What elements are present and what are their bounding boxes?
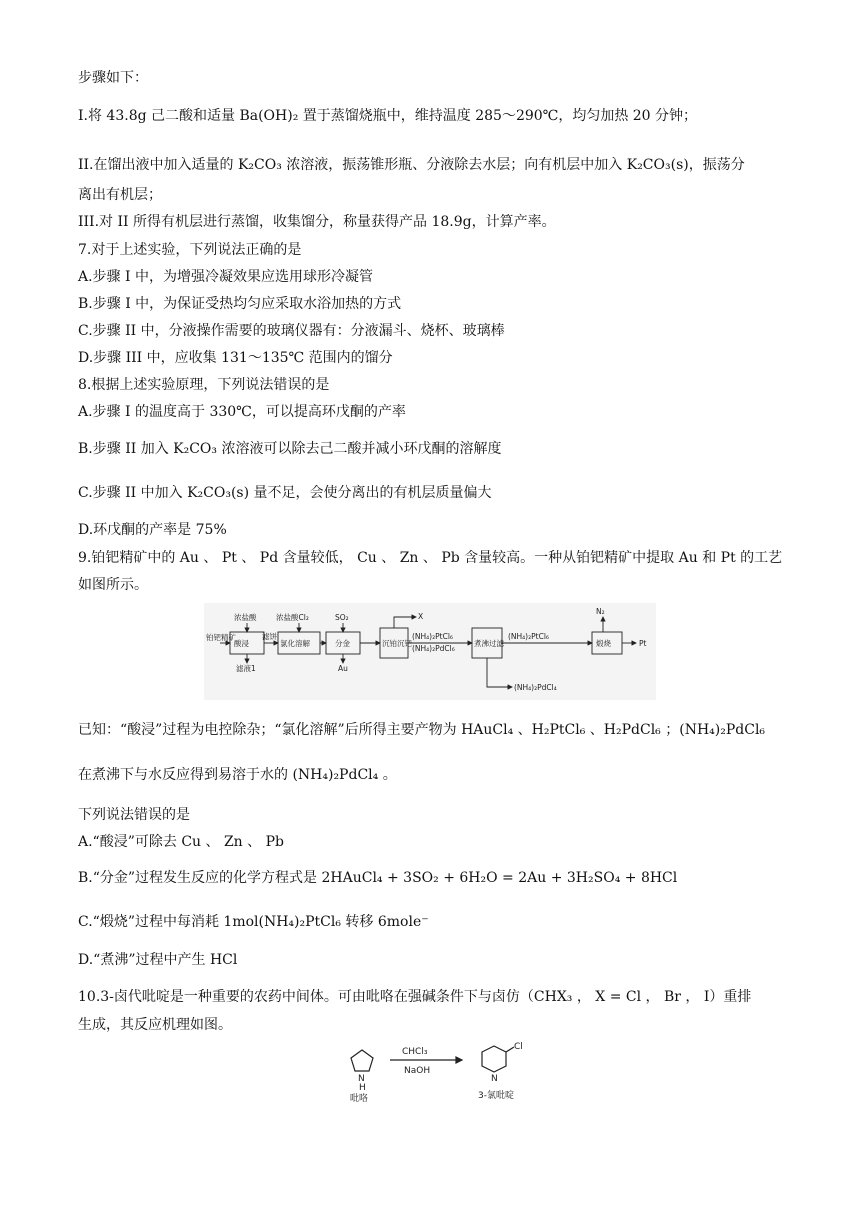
- procedure-intro: 步骤如下：: [78, 70, 148, 86]
- chlorination-label: 氯化溶解: [280, 639, 310, 648]
- pyrrole-n: N: [358, 1074, 365, 1084]
- reagent-naoh: NaOH: [404, 1066, 431, 1076]
- step-1: I.将 43.8g 己二酸和适量 Ba(OH)₂ 置于蒸馏烧瓶中，维持温度 285～290℃，均匀加热 20 分钟；: [78, 108, 698, 124]
- question-8-option-c: C.步骤 II 中加入 K₂CO₃(s) 量不足，会使分离出的有机层质量偏大: [78, 485, 492, 501]
- question-9-option-c: C.“煅烧”过程中每消耗 1mol(NH₄)₂PtCl₆ 转移 6mole⁻: [78, 914, 429, 930]
- reagent-so2: SO₂: [335, 613, 349, 622]
- question-8-stem: 8.根据上述实验原理，下列说法错误的是: [78, 377, 330, 393]
- question-9-stem-line-2: 如图所示。: [78, 577, 148, 593]
- pyridine-ring: [482, 1046, 506, 1072]
- pyrrole-ring: [351, 1050, 373, 1071]
- filtrate-label: 滤液1: [236, 664, 256, 673]
- pyrrole-h: H: [359, 1083, 366, 1093]
- by-product-x: X: [418, 612, 424, 621]
- question-8-option-b: B.步骤 II 加入 K₂CO₃ 浓溶液可以除去己二酸并减小环戊酮的溶解度: [78, 441, 502, 457]
- step-3: III.对 II 所得有机层进行蒸馏，收集馏分，称量获得产品 18.9g，计算产率。: [78, 214, 556, 230]
- step-2-line-1: II.在馏出液中加入适量的 K₂CO₃ 浓溶液，振荡锥形瓶、分液除去水层；向有机层中加入 K₂CO₃(s)，振荡分: [78, 157, 745, 173]
- question-8-option-d: D.环戊酮的产率是 75%: [78, 522, 227, 538]
- question-9-known-line-2: 在煮沸下与水反应得到易溶于水的 (NH₄)₂PdCl₄ 。: [78, 767, 397, 783]
- reaction-mechanism-figure: [332, 1040, 532, 1104]
- question-9-option-b: B.“分金”过程发生反应的化学方程式是 2HAuCl₄ + 3SO₂ + 6H₂O = 2Au + 3H₂SO₄ + 8HCl: [78, 870, 678, 886]
- reagent-hcl-cl2: 浓盐酸Cl₂: [276, 613, 309, 622]
- filtercake-label: 滤饼: [262, 632, 277, 641]
- precipitate-pt-salt: (NH₄)₂PtCl₆: [412, 632, 453, 641]
- question-7-stem: 7.对于上述实验，下列说法正确的是: [78, 242, 302, 258]
- pd-filtrate-output: (NH₄)₂PdCl₄: [514, 683, 557, 692]
- question-10-stem-line-1: 10.3-卤代吡啶是一种重要的农药中间体。可由吡咯在强碱条件下与卤仿（CHX₃ ， X = Cl ， Br ， I）重排: [78, 989, 752, 1005]
- precipitation-label: 沉铂沉钯: [382, 639, 412, 648]
- process-flow-diagram: [204, 603, 656, 700]
- gold-separation-label: 分金: [335, 639, 350, 648]
- product-name: 3-氯吡啶: [478, 1091, 514, 1101]
- question-7-option-d: D.步骤 III 中，应收集 131～135℃ 范围内的馏分: [78, 350, 393, 366]
- question-9-ask: 下列说法错误的是: [78, 807, 190, 823]
- precipitate-pd-salt: (NH₄)₂PdCl₆: [412, 644, 455, 653]
- gold-output: Au: [338, 664, 348, 673]
- question-9-option-a: A.“酸浸”可除去 Cu 、 Zn 、 Pb: [78, 834, 284, 850]
- chloro-substituent: Cl: [514, 1042, 523, 1052]
- reagent-hcl: 浓盐酸: [234, 613, 257, 622]
- feed-label: 铂钯精矿: [206, 633, 236, 642]
- boil-pt-output: (NH₄)₂PtCl₆: [508, 632, 549, 641]
- boil-filter-label: 煮沸过滤: [474, 639, 504, 648]
- pyrrole-name: 吡咯: [350, 1094, 369, 1104]
- question-9-known-line-1: 已知：“酸浸”过程为电控除杂；“氯化溶解”后所得主要产物为 HAuCl₄ 、H₂PtCl₆ 、H₂PdCl₆ ；(NH₄)₂PdCl₆: [78, 722, 766, 738]
- pyridine-n: N: [491, 1074, 498, 1084]
- platinum-product: Pt: [639, 639, 647, 648]
- question-10-stem-line-2: 生成，其反应机理如图。: [78, 1017, 232, 1033]
- step-2-line-2: 离出有机层；: [78, 187, 162, 203]
- reagent-chloroform: CHCl₃: [402, 1047, 428, 1057]
- nitrogen-output: N₂: [596, 607, 605, 616]
- question-7-option-b: B.步骤 I 中，为保证受热均匀应采取水浴加热的方式: [78, 296, 402, 312]
- question-8-option-a: A.步骤 I 的温度高于 330℃，可以提高环戊酮的产率: [78, 404, 406, 420]
- acid-leach-label: 酸浸: [234, 639, 249, 648]
- question-9-option-d: D.“煮沸”过程中产生 HCl: [78, 952, 238, 968]
- calcine-label: 煅烧: [596, 639, 611, 648]
- question-7-option-c: C.步骤 II 中，分液操作需要的玻璃仪器有：分液漏斗、烧杯、玻璃棒: [78, 323, 505, 339]
- question-7-option-a: A.步骤 I 中，为增强冷凝效果应选用球形冷凝管: [78, 269, 373, 285]
- question-9-stem-line-1: 9.铂钯精矿中的 Au 、 Pt 、 Pd 含量较低， Cu 、 Zn 、 Pb 含量较高。一种从铂钯精矿中提取 Au 和 Pt 的工艺: [78, 550, 783, 566]
